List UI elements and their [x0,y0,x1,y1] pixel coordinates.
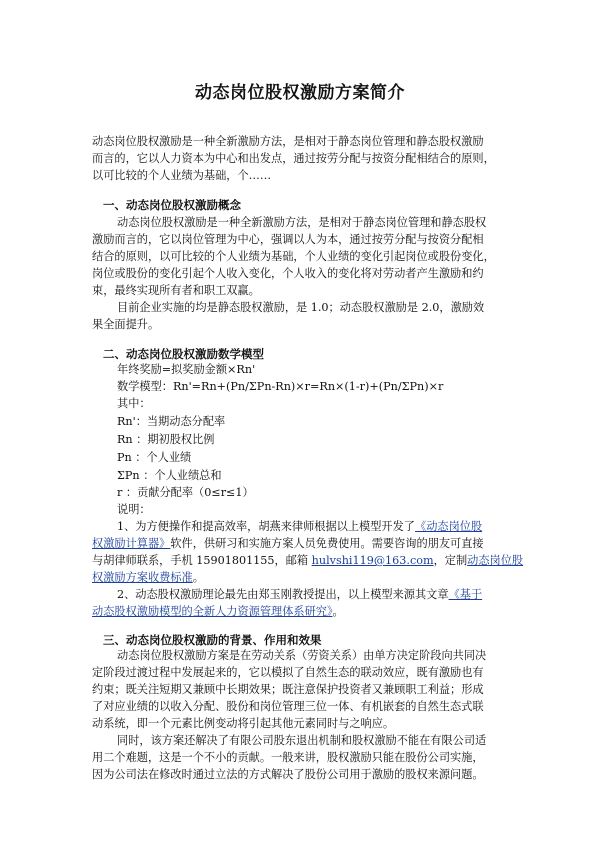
s3-p2-line-3: 因为公司法在修改时通过立法的方式解决了股份公司用于激励的股权来源问题。 [92,768,484,781]
page-title: 动态岗位股权激励方案简介 [195,83,405,103]
s3-p1-line-4: 了对应业绩的以收入分配、股份和岗位管理三位一体、有机嵌套的自然生态式联 [92,700,484,713]
s3-p1-line-5: 动系统，即一个元素比例变动将引起其他元素同时与之响应。 [92,717,395,730]
s1-p1-line-1: 动态岗位股权激励是一种全新激励方法，是相对于静态岗位管理和静态股权 [117,216,487,229]
section-2-heading: 二、动态岗位股权激励数学模型 [103,347,264,361]
intro-line-1: 动态岗位股权激励是一种全新激励方法，是相对于静态岗位管理和静态股权激励 [92,135,484,148]
s3-p1-line-2: 定阶段过渡过程中发展起来的，它以模拟了自然生态的联动效应，既有激励也有 [92,666,484,679]
s1-p2-line-2: 果全面提升。 [92,318,160,331]
s2-line-8: r ：贡献分配率（0≤r≤1） [117,486,254,499]
calculator-link-cont[interactable]: 权激励计算器》 [92,537,171,550]
fee-standard-link[interactable]: 动态岗位股 [467,554,524,567]
s2-line-5: Rn ：期初股权比例 [117,433,215,446]
s2-line-3: 其中： [117,397,151,410]
intro-line-3: 以可比较的个人业绩为基础，个…… [92,169,272,182]
s3-p2-line-2: 用二个难题，这是一个不小的贡献。一般来讲，股权激励只能在股份公司实施， [92,751,484,764]
calculator-link[interactable]: 《动态岗位股 [415,520,483,533]
note-2-line-1: 2、动态股权激励理论最先由郑玉刚教授提出，以上模型来源其文章《基于 [117,588,483,601]
s1-p2-line-1: 目前企业实施的均是静态股权激励，是 1.0；动态股权激励是 2.0，激励效 [117,301,485,314]
s2-line-6: Pn ：个人业绩 [117,451,192,464]
s2-line-1: 年终奖励=拟奖励金额×Rn' [117,363,256,376]
article-link-cont[interactable]: 动态股权激励模型的全新人力资源管理体系研究》 [92,605,333,618]
s2-line-9: 说明： [117,503,151,516]
s1-p1-line-2: 激励而言的，它以岗位管理为中心，强调以人为本，通过按劳分配与按资分配相 [92,233,484,246]
s2-formula: 数学模型：Rn'=Rn+(Pn/ΣPn-Rn)×r=Rn×(1-r)+(Pn/ΣPn)×r [117,380,444,393]
s3-p1-line-3: 约束；既关注短期又兼顾中长期效果；既注意保护投资者又兼顾职工利益；形成 [92,683,484,696]
s3-p1-line-1: 动态岗位股权激励方案是在劳动关系（劳资关系）由单方决定阶段向共同决 [117,649,487,662]
s1-p1-line-3: 结合的原则，以可比较的个人业绩为基础，个人业绩的变化引起岗位或股份变化， [92,250,495,263]
fee-standard-link-cont[interactable]: 权激励方案收费标准 [92,571,193,584]
note-1-line-4: 权激励方案收费标准。 [92,571,204,584]
note-1-line-2: 权激励计算器》软件，供研习和实施方案人员免费使用。需要咨询的朋友可直接 [92,537,484,550]
note-1-line-1: 1、为方便操作和提高效率，胡燕来律师根据以上模型开发了《动态岗位股 [117,520,483,533]
article-link[interactable]: 《基于 [448,588,483,601]
s1-p1-line-4: 岗位或股份的变化引起个人收入变化，个人收入的变化将对劳动者产生激励和约 [92,267,484,280]
s2-line-7: ΣPn ：个人业绩总和 [117,469,222,482]
section-3-heading: 三、动态岗位股权激励的背景、作用和效果 [103,633,322,647]
s3-p2-line-1: 同时，该方案还解决了有限公司股东退出机制和股权激励不能在有限公司适 [117,734,487,747]
email-link[interactable]: hulvshi119@163.com [311,554,434,567]
s2-line-4: Rn'：当期动态分配率 [117,415,226,428]
s1-p1-line-5: 束，最终实现所有者和职工双赢。 [92,284,260,297]
note-2-line-2: 动态股权激励模型的全新人力资源管理体系研究》。 [92,605,344,618]
note-1-line-3: 与胡律师联系，手机 15901801155，邮箱 hulvshi119@163.com，定制动态岗位股 [92,554,524,567]
intro-line-2: 而言的，它以人力资本为中心和出发点，通过按劳分配与按资分配相结合的原则， [92,152,495,165]
section-1-heading: 一、动态岗位股权激励概念 [103,198,241,212]
